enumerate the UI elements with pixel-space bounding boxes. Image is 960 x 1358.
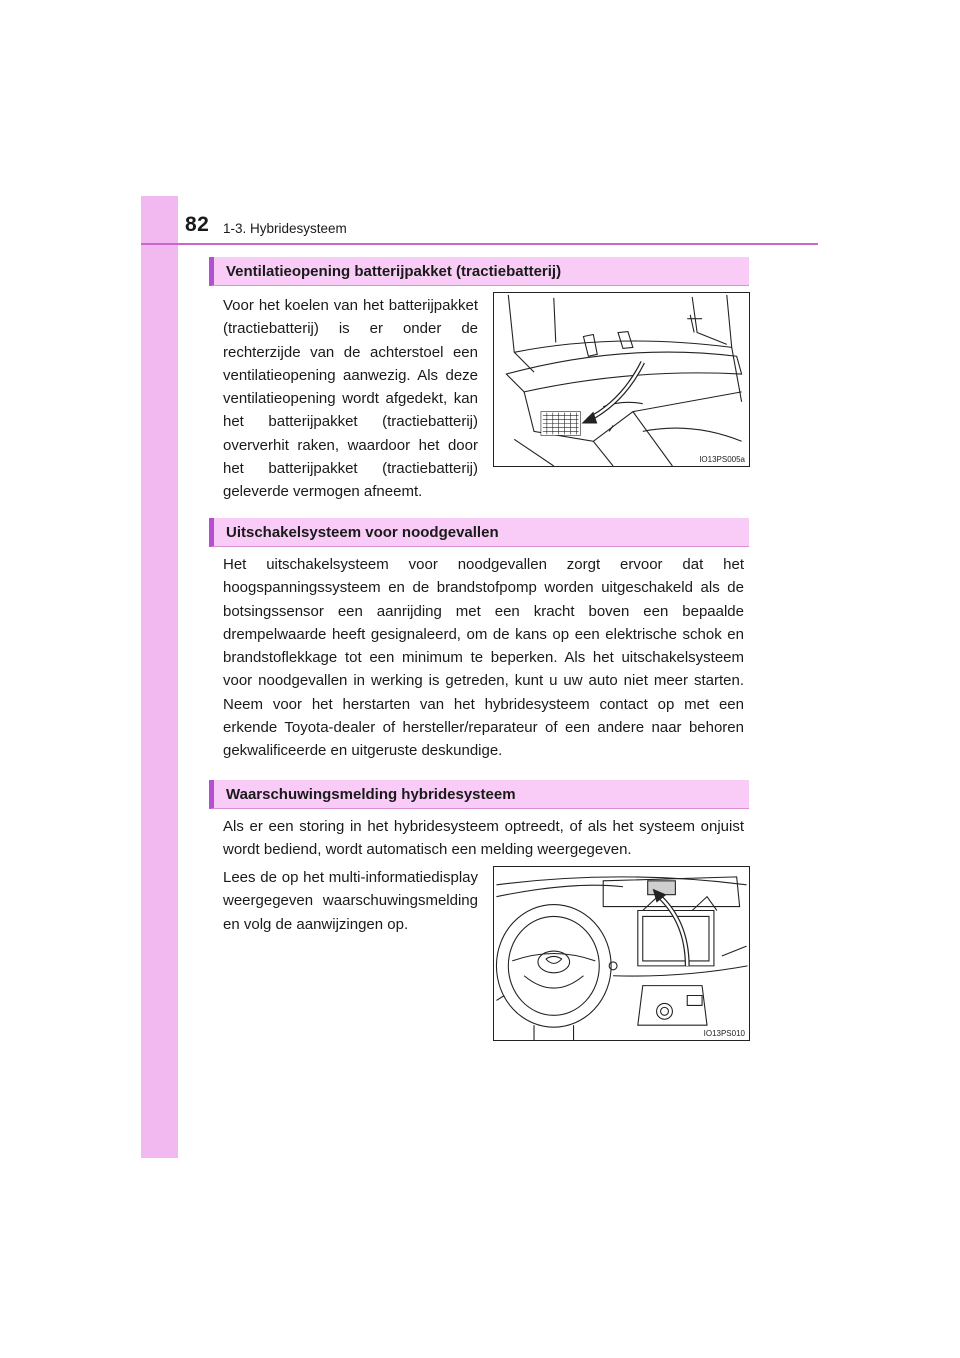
hybrid-warning-paragraph: Als er een storing in het hybridesysteem optreedt, of als het systeem onjuist wordt bediend, wordt automatisch een melding weergegeven. [223, 818, 744, 859]
figure-code-dashboard: IO13PS010 [703, 1029, 745, 1038]
rear-seat-illustration [494, 293, 749, 466]
header-divider [141, 243, 818, 245]
heading-emergency-shutoff [209, 518, 749, 547]
emergency-shutoff-paragraph: Het uitschakelsysteem voor noodgevallen zorgt ervoor dat het hoogspanningssysteem en de brandstofpomp worden uitgeschakeld als de botsingssensor een aanrijding met een kracht boven een bepaalde drempelwaarde heeft gesignaleerd, om de kans op een elektrische schok en brandstoflekkage tot een minimum te beperken. Als het uitschakelsysteem voor noodgevallen in werking is getreden, kunt u uw auto niet meer starten. Neem voor het herstarten van het hybridesysteem contact op met een erkende Toyota-dealer of hersteller/reparateur of een andere naar behoren gekwalificeerde en uitgeruste deskundige. [223, 556, 744, 760]
section-title: 1-3. Hybridesysteem [223, 221, 347, 236]
heading-hybrid-warning-text: Waarschuwingsmelding hybridesysteem [226, 786, 516, 803]
rear-seat-figure [493, 292, 750, 467]
side-tab [141, 196, 178, 1158]
dashboard-figure [493, 866, 750, 1041]
heading-hybrid-warning [209, 780, 749, 809]
heading-ventilation [209, 257, 749, 286]
hybrid-warning-instruction: Lees de op het multi-informatiedisplay weergegeven waarschuwingsmelding en volg de aanwijzingen op. [223, 869, 478, 933]
ventilation-paragraph: Voor het koelen van het batterijpakket (tractiebatterij) is er onder de rechterzijde van de achterstoel een ventilatieopening aanwezig. Als deze ventilatieopening wordt afgedekt, kan het batterijpakket (tractiebatterij) oververhit raken, waardoor het door het batterijpakket (tractiebatterij) geleverde vermogen afneemt. [223, 297, 478, 501]
dashboard-illustration [494, 867, 749, 1040]
page-number: 82 [185, 213, 210, 236]
figure-code-ventilation: IO13PS005a [699, 455, 745, 464]
heading-ventilation-text: Ventilatieopening batterijpakket (tractiebatterij) [226, 263, 562, 280]
heading-emergency-shutoff-text: Uitschakelsysteem voor noodgevallen [226, 524, 499, 541]
